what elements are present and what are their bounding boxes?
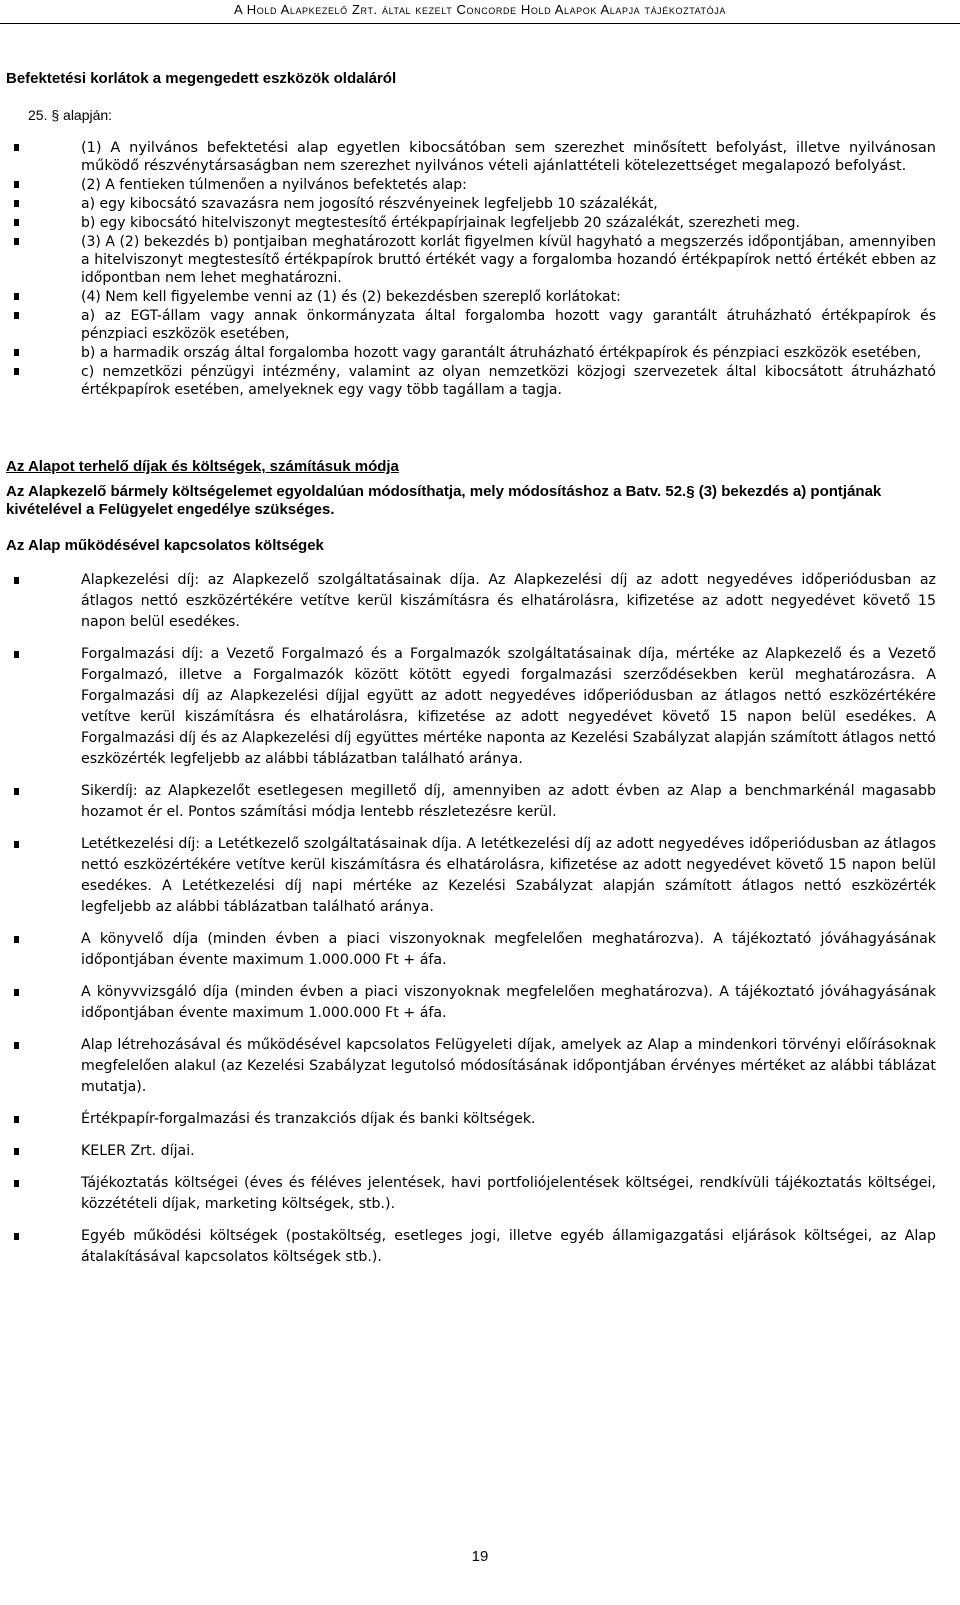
list-item [6,288,936,306]
list-item-text: b) a harmadik ország által forgalomba hozott vagy garantált átruházható értékpapírok és pénzpiaci eszközök esetében, [81,345,922,361]
bullet-icon [14,200,19,207]
list-item [6,139,936,175]
bullet-icon [14,841,19,848]
list-item [6,1226,936,1268]
bullet-icon [14,144,19,151]
list-item-text: a) az EGT-állam vagy annak önkormányzata által forgalomba hozott vagy garantált átruházható értékpapírok és pénzpiaci eszközök esetében, [81,308,936,342]
list-item-text: (4) Nem kell figyelembe venni az (1) és (2) bekezdésben szereplő korlátokat: [81,289,621,305]
list-item [6,214,936,232]
list-item [6,644,936,770]
document-body [6,70,936,1279]
fees-notice: Az Alapkezelő bármely költségelemet egyoldalúan módosíthatja, mely módosításhoz a Batv. 52.§ (3) bekezdés a) pontjának kivételével a Felügyelet engedélye szükséges. [6,483,882,518]
list-item-text: A könyvvizsgáló díja (minden évben a piaci viszonyoknak megfelelően meghatározva). A tájékoztató jóváhagyásának időpontjában évente maximum 1.000.000 Ft + áfa. [81,984,936,1021]
subsection-title-operating-costs: Az Alap működésével kapcsolatos költségek [6,537,324,554]
bullet-icon [14,181,19,188]
list-item-text: KELER Zrt. díjai. [81,1143,195,1159]
list-item-text: a) egy kibocsátó szavazásra nem jogosító részvényeinek legfeljebb 10 százalékát, [81,196,658,212]
list-item-text: c) nemzetközi pénzügyi intézmény, valamint az olyan nemzetközi közjogi szervezetek által kibocsátott átruházható értékpapírok esetében, amelyeknek egy vagy több tagállam a tagja. [81,364,936,398]
list-item [6,1173,936,1215]
bullet-icon [14,651,19,658]
bullet-icon [14,936,19,943]
list-item-text: Forgalmazási díj: a Vezető Forgalmazó és a Forgalmazók szolgáltatásainak díja, mértéke az Alapkezelő és a Vezető Forgalmazó, illetve a Forgalmazók között kötött egyedi forgalmazási szerződésekben kerül meghatározásra. A Forgalmazási díj az Alapkezelési díjjal együtt az adott negyedéves időperiódusban az átlagos nettó eszközértékére vetítve kerül kiszámításra és elhatárolásra, kifizetése az adott negyedévet követő 15 napon belül esedékes. A Forgalmazási díj és az Alapkezelési díj együttes mértéke naponta az Kezelési Szabályzat alapján számított átlagos nettó eszközérték legfeljebb az alábbi táblázatban található aránya. [81,646,936,767]
bullet-icon [14,989,19,996]
bullet-icon [14,293,19,300]
list-item [6,929,936,971]
list-item [6,1141,936,1162]
section-title-fees: Az Alapot terhelő díjak és költségek, számításuk módja [6,458,399,475]
bullet-icon [14,788,19,795]
operating-costs-list [6,570,936,1268]
list-item [6,344,936,362]
list-item-text: (2) A fentieken túlmenően a nyilvános befektetés alap: [81,177,467,193]
bullet-icon [14,368,19,375]
list-item-text: Sikerdíj: az Alapkezelőt esetlegesen megillető díj, amennyiben az adott évben az Alap a benchmarkénál magasabb hozamot ér el. Pontos számítási módja lentebb részletezésre kerül. [81,783,936,820]
bullet-icon [14,1233,19,1240]
investment-limits-list [6,139,936,399]
list-item [6,570,936,633]
list-item [6,307,936,343]
list-item-text: A könyvelő díja (minden évben a piaci viszonyoknak megfelelően meghatározva). A tájékoztató jóváhagyásának időpontjában évente maximum 1.000.000 Ft + áfa. [81,931,936,968]
list-item-text: Alapkezelési díj: az Alapkezelő szolgáltatásainak díja. Az Alapkezelési díj az adott negyedéves időperiódusban az átlagos nettó eszközértékére vetítve kerül kiszámításra és elhatárolásra, kifizetése az adott negyedévet követő 15 napon belül esedékes. [81,572,936,630]
list-item [6,1035,936,1098]
bullet-icon [14,219,19,226]
list-item [6,781,936,823]
bullet-icon [14,238,19,245]
bullet-icon [14,577,19,584]
section-intro: 25. § alapján: [28,107,113,123]
bullet-icon [14,1116,19,1123]
list-item [6,1109,936,1130]
page-number: 19 [471,1548,489,1565]
list-item-text: Értékpapír-forgalmazási és tranzakciós díjak és banki költségek. [81,1111,536,1127]
section-title-investment-limits: Befektetési korlátok a megengedett eszközök oldaláról [6,70,397,87]
list-item-text: Tájékoztatás költségei (éves és féléves jelentések, havi portfoliójelentések költségei, rendkívüli tájékoztatás költségei, közzétételi díjak, marketing költségek, stb.). [81,1175,936,1212]
bullet-icon [14,312,19,319]
list-item-text: Letétkezelési díj: a Letétkezelő szolgáltatásainak díja. A letétkezelési díj az adott negyedéves időperiódusban az átlagos nettó eszközértékére vetítve kerül kiszámításra és elhatárolásra, kifizetése az adott negyedévet követő 15 napon belül esedékes. A Letétkezelési díj napi mértéke az Kezelési Szabályzat alapján számított átlagos nettó eszközérték legfeljebb az alábbi táblázatban található aránya. [81,836,936,915]
bullet-icon [14,1042,19,1049]
list-item [6,176,936,194]
list-item-text: (1) A nyilvános befektetési alap egyetlen kibocsátóban sem szerezhet minősített befolyást, illetve nyilvánosan működő részvénytársaságban nem szerezhet nyilvános vételi ajánlattételi kötelezettséget megalapozó befolyást. [81,140,936,174]
page-header: A Hold Alapkezelő Zrt. által kezelt Concorde Hold Alapok Alapja tájékoztatója [0,2,960,24]
list-item [6,195,936,213]
bullet-icon [14,349,19,356]
list-item-text: b) egy kibocsátó hitelviszonyt megtestesítő értékpapírjainak legfeljebb 20 százalékát, szerezheti meg. [81,215,800,231]
bullet-icon [14,1180,19,1187]
list-item [6,233,936,287]
list-item [6,834,936,918]
list-item-text: (3) A (2) bekezdés b) pontjaiban meghatározott korlát figyelmen kívül hagyható a megszerzés időpontjában, amennyiben a hitelviszonyt megtestesítő értékpapírok bruttó értékét vagy a forgalomba hozandó értékpapírok nettó értékét ebben az időpontban nem lehet meghatározni. [81,234,936,286]
list-item-text: Egyéb működési költségek (postaköltség, esetleges jogi, illetve egyéb államigazgatási eljárások költségei, az Alap átalakításával kapcsolatos költségek stb.). [81,1228,936,1265]
list-item-text: Alap létrehozásával és működésével kapcsolatos Felügyeleti díjak, amelyek az Alap a mindenkori törvényi előírásoknak megfelelően alakul (az Kezelési Szabályzat legutolsó módosításának időpontjában érvényes mértéket az alábbi táblázat mutatja). [81,1037,936,1095]
list-item [6,363,936,399]
bullet-icon [14,1148,19,1155]
list-item [6,982,936,1024]
